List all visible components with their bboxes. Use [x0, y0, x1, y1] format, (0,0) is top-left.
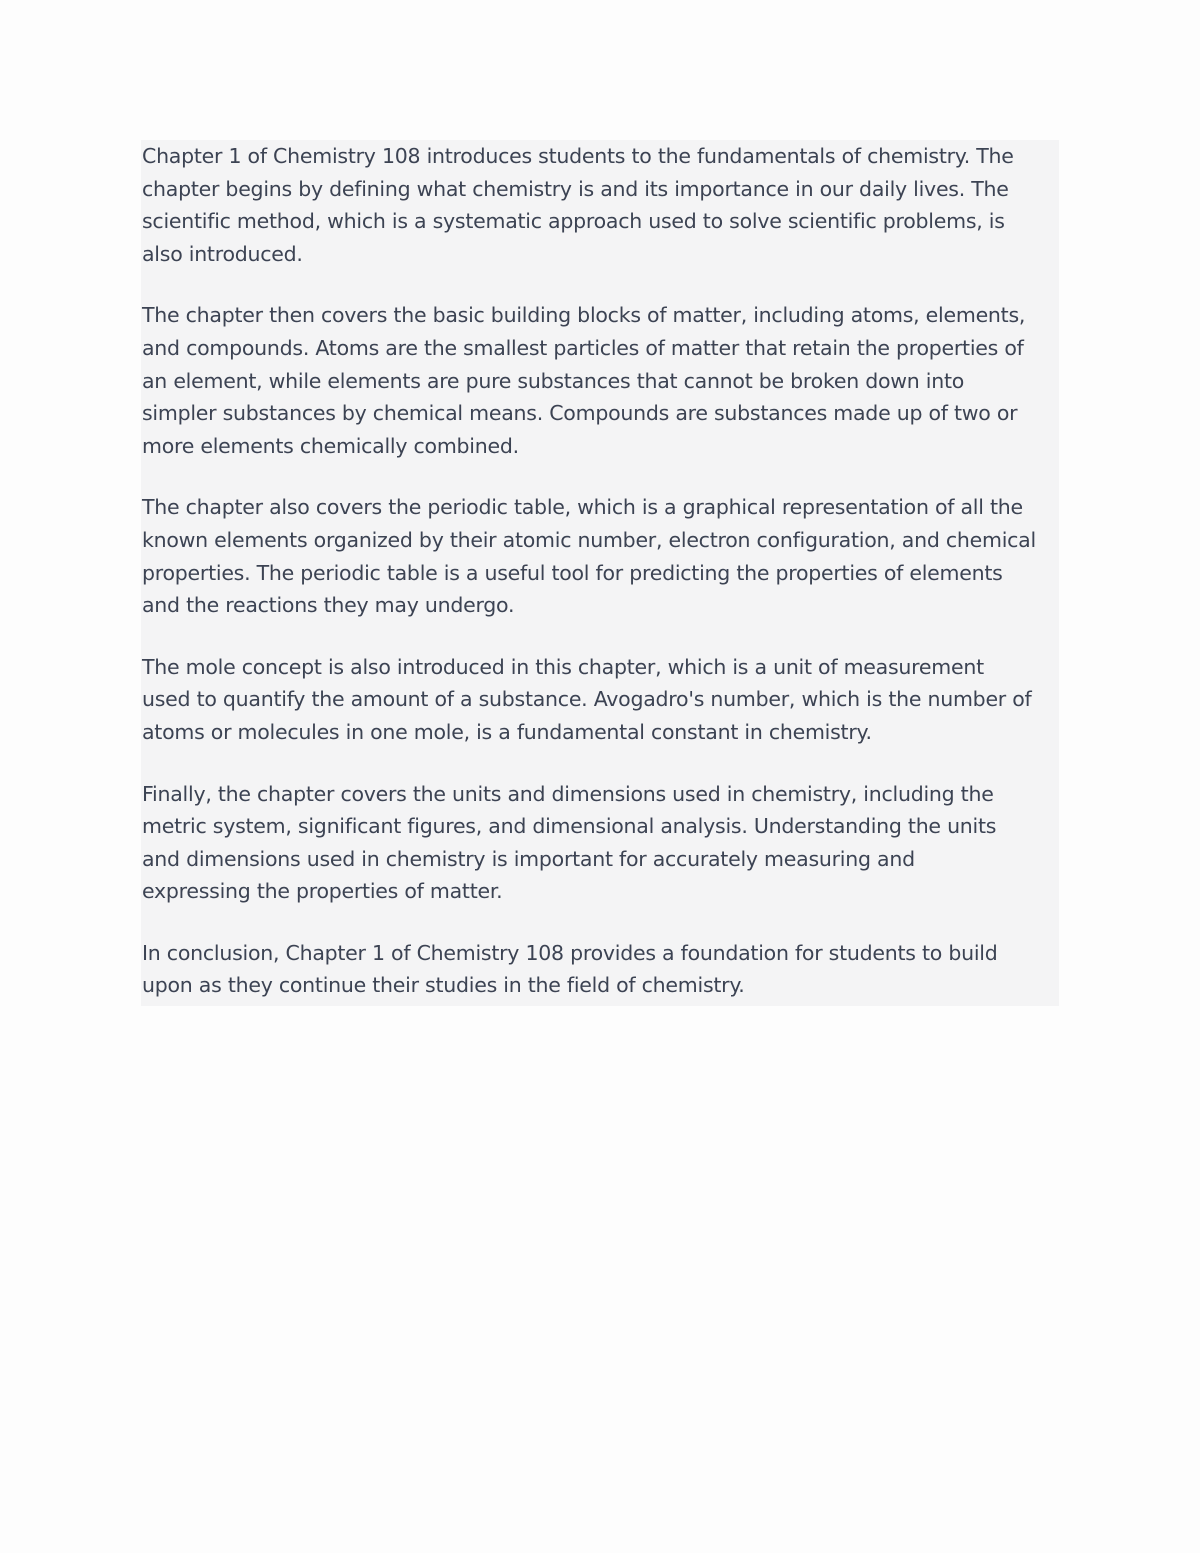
- text-line: chapter begins by defining what chemistry is and its importance in our daily lives. The: [142, 176, 1009, 201]
- paragraph-introduction: [142, 140, 1059, 270]
- text-line: The chapter also covers the periodic table, which is a graphical representation of all the: [142, 495, 1023, 520]
- text-line: The mole concept is also introduced in this chapter, which is a unit of measurement: [142, 654, 984, 679]
- text-line: an element, while elements are pure substances that cannot be broken down into: [142, 368, 965, 393]
- text-line: known elements organized by their atomic number, electron configuration, and chemical: [142, 527, 1036, 552]
- text-line: metric system, significant figures, and dimensional analysis. Understanding the units: [142, 814, 997, 839]
- text-line: and the reactions they may undergo.: [142, 593, 515, 618]
- text-line: In conclusion, Chapter 1 of Chemistry 108 provides a foundation for students to build: [142, 940, 998, 965]
- text-line: and dimensions used in chemistry is important for accurately measuring and: [142, 846, 915, 871]
- text-line: expressing the properties of matter.: [142, 879, 503, 904]
- paragraph-building-blocks: [142, 299, 1059, 462]
- paragraph-mole-concept: [142, 651, 1059, 749]
- paragraph-periodic-table: [142, 491, 1059, 621]
- text-line: and compounds. Atoms are the smallest particles of matter that retain the properties of: [142, 335, 1024, 360]
- text-line: atoms or molecules in one mole, is a fundamental constant in chemistry.: [142, 719, 872, 744]
- text-line: scientific method, which is a systematic approach used to solve scientific problems, is: [142, 209, 1005, 234]
- paragraph-spacer: [142, 622, 1059, 651]
- text-line: more elements chemically combined.: [142, 433, 519, 458]
- paragraph-conclusion: [142, 937, 1059, 1002]
- text-line: used to quantify the amount of a substance. Avogadro's number, which is the number of: [142, 687, 1032, 712]
- text-line: upon as they continue their studies in the field of chemistry.: [142, 973, 745, 998]
- text-line: properties. The periodic table is a useful tool for predicting the properties of elements: [142, 560, 1003, 585]
- paragraph-spacer: [142, 462, 1059, 491]
- paragraph-spacer: [142, 749, 1059, 778]
- text-line: simpler substances by chemical means. Compounds are substances made up of two or: [142, 401, 1018, 426]
- paragraph-spacer: [142, 908, 1059, 937]
- paragraph-spacer: [142, 270, 1059, 299]
- text-line: The chapter then covers the basic building blocks of matter, including atoms, elements,: [142, 303, 1026, 328]
- paragraph-units-dimensions: [142, 778, 1059, 908]
- text-block: [141, 140, 1059, 1006]
- text-line: Chapter 1 of Chemistry 108 introduces students to the fundamentals of chemistry. The: [142, 144, 1014, 168]
- text-line: Finally, the chapter covers the units and dimensions used in chemistry, including the: [142, 781, 994, 806]
- text-line: also introduced.: [142, 241, 303, 266]
